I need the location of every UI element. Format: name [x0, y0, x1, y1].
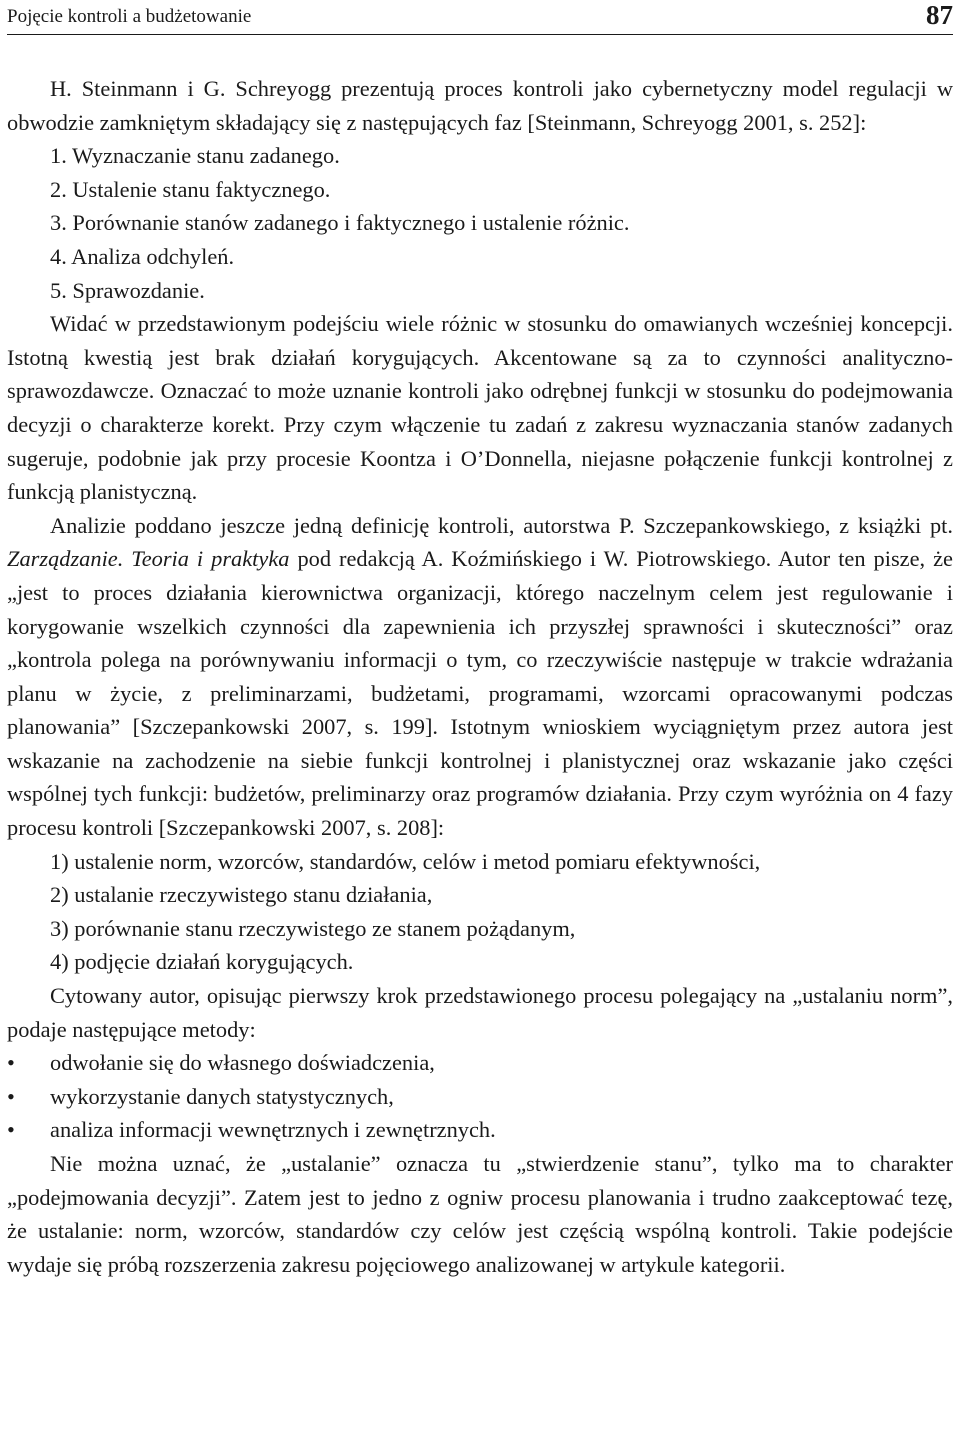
method-item: [7, 1046, 953, 1080]
control-phase-item: 3) porównanie stanu rzeczywistego ze stanem pożądanym,: [50, 915, 576, 941]
control-phase-item: 1) ustalenie norm, wzorców, standardów, celów i metod pomiaru efektywności,: [50, 848, 761, 874]
paragraph-methods-intro: Cytowany autor, opisując pierwszy krok przedstawionego procesu polegający na „ustalaniu norm”, podaje następujące metody:: [7, 983, 953, 1042]
phase-item: 5. Sprawozdanie.: [50, 277, 205, 303]
method-text: analiza informacji wewnętrznych i zewnętrznych.: [50, 1117, 496, 1143]
paragraph-text: Analizie poddano jeszcze jedną definicję kontroli, autorstwa P. Szczepankowskiego, z książki pt.: [50, 512, 953, 538]
phase-item: 2. Ustalenie stanu faktycznego.: [50, 176, 331, 202]
book-title: Zarządzanie. Teoria i praktyka: [7, 546, 290, 572]
method-item: [7, 1080, 953, 1114]
article-body: [7, 72, 953, 1281]
phase-item: 3. Porównanie stanów zadanego i faktycznego i ustalenie różnic.: [50, 210, 630, 236]
paragraph-definition: [7, 509, 953, 845]
running-header: [7, 0, 953, 35]
method-item: [7, 1113, 953, 1147]
phase-item: 4. Analiza odchyleń.: [50, 243, 235, 269]
method-text: odwołanie się do własnego doświadczenia,: [50, 1050, 435, 1076]
control-phase-item: 2) ustalanie rzeczywistego stanu działania,: [50, 882, 433, 908]
paragraph-intro: H. Steinmann i G. Schreyogg prezentują proces kontroli jako cybernetyczny model regulacji w obwodzie zamkniętym składający się z następujących faz [Steinmann, Schreyogg 2001, s. 252]:: [7, 76, 953, 135]
document-page: [7, 0, 953, 1444]
paragraph-conclusion: Nie można uznać, że „ustalanie” oznacza tu „stwierdzenie stanu”, tylko ma to charakter „podejmowania decyzji”. Zatem jest to jedno z ogniw procesu planowania i trudno zaakceptować tezę, że ustalanie: norm, wzorców, standardów czy celów jest częścią wspólną kontroli. Takie podejście wydaje się próbą rozszerzenia zakresu pojęciowego analizowanej w artykule kategorii.: [7, 1151, 953, 1277]
paragraph-differences: Widać w przedstawionym podejściu wiele różnic w stosunku do omawianych wcześniej koncepcji. Istotną kwestią jest brak działań korygujących. Akcentowane są za to czynności analityczno-sprawozdawcze. Oznaczać to może uznanie kontroli jako odrębnej funkcji w stosunku do podejmowania decyzji o charakterze korekt. Przy czym włączenie tu zadań z zakresu wyznaczania stanów zadanych sugeruje, podobnie jak przy procesie Koontza i O’Donnella, niejasne połączenie funkcji kontrolnej z funkcją planistyczną.: [7, 311, 953, 505]
bullet-icon: •: [7, 1083, 15, 1109]
page-number: 87: [926, 0, 953, 30]
paragraph-text: pod redakcją A. Koźmińskiego i W. Piotrowskiego. Autor ten pisze, że „jest to proces działania kierownictwa organizacji, którego naczelnym celem jest regulowanie i korygowanie wszelkich czynności dla zapewnienia ich przyszłej sprawności i skuteczności” oraz „kontrola polega na porównywaniu informacji o tym, co rzeczywiście następuje w trakcie wdrażania planu w życie, z preliminarzami, budżetami, programami, wzorcami opracowanymi podczas planowania” [Szczepankowski 2007, s. 199]. Istotnym wnioskiem wyciągniętym przez autora jest wskazanie na zachodzenie na siebie funkcji kontrolnej i planistycznej oraz wskazanie jako części wspólnej tych funkcji: budżetów, preliminarzy oraz programów działania. Przy czym wyróżnia on 4 fazy procesu kontroli [Szczepankowski 2007, s. 208]:: [7, 546, 953, 841]
phase-item: 1. Wyznaczanie stanu zadanego.: [50, 143, 340, 169]
bullet-icon: •: [7, 1050, 15, 1076]
control-phase-item: 4) podjęcie działań korygujących.: [50, 949, 354, 975]
bullet-icon: •: [7, 1117, 15, 1143]
running-title: Pojęcie kontroli a budżetowanie: [7, 6, 252, 27]
method-text: wykorzystanie danych statystycznych,: [50, 1083, 394, 1109]
